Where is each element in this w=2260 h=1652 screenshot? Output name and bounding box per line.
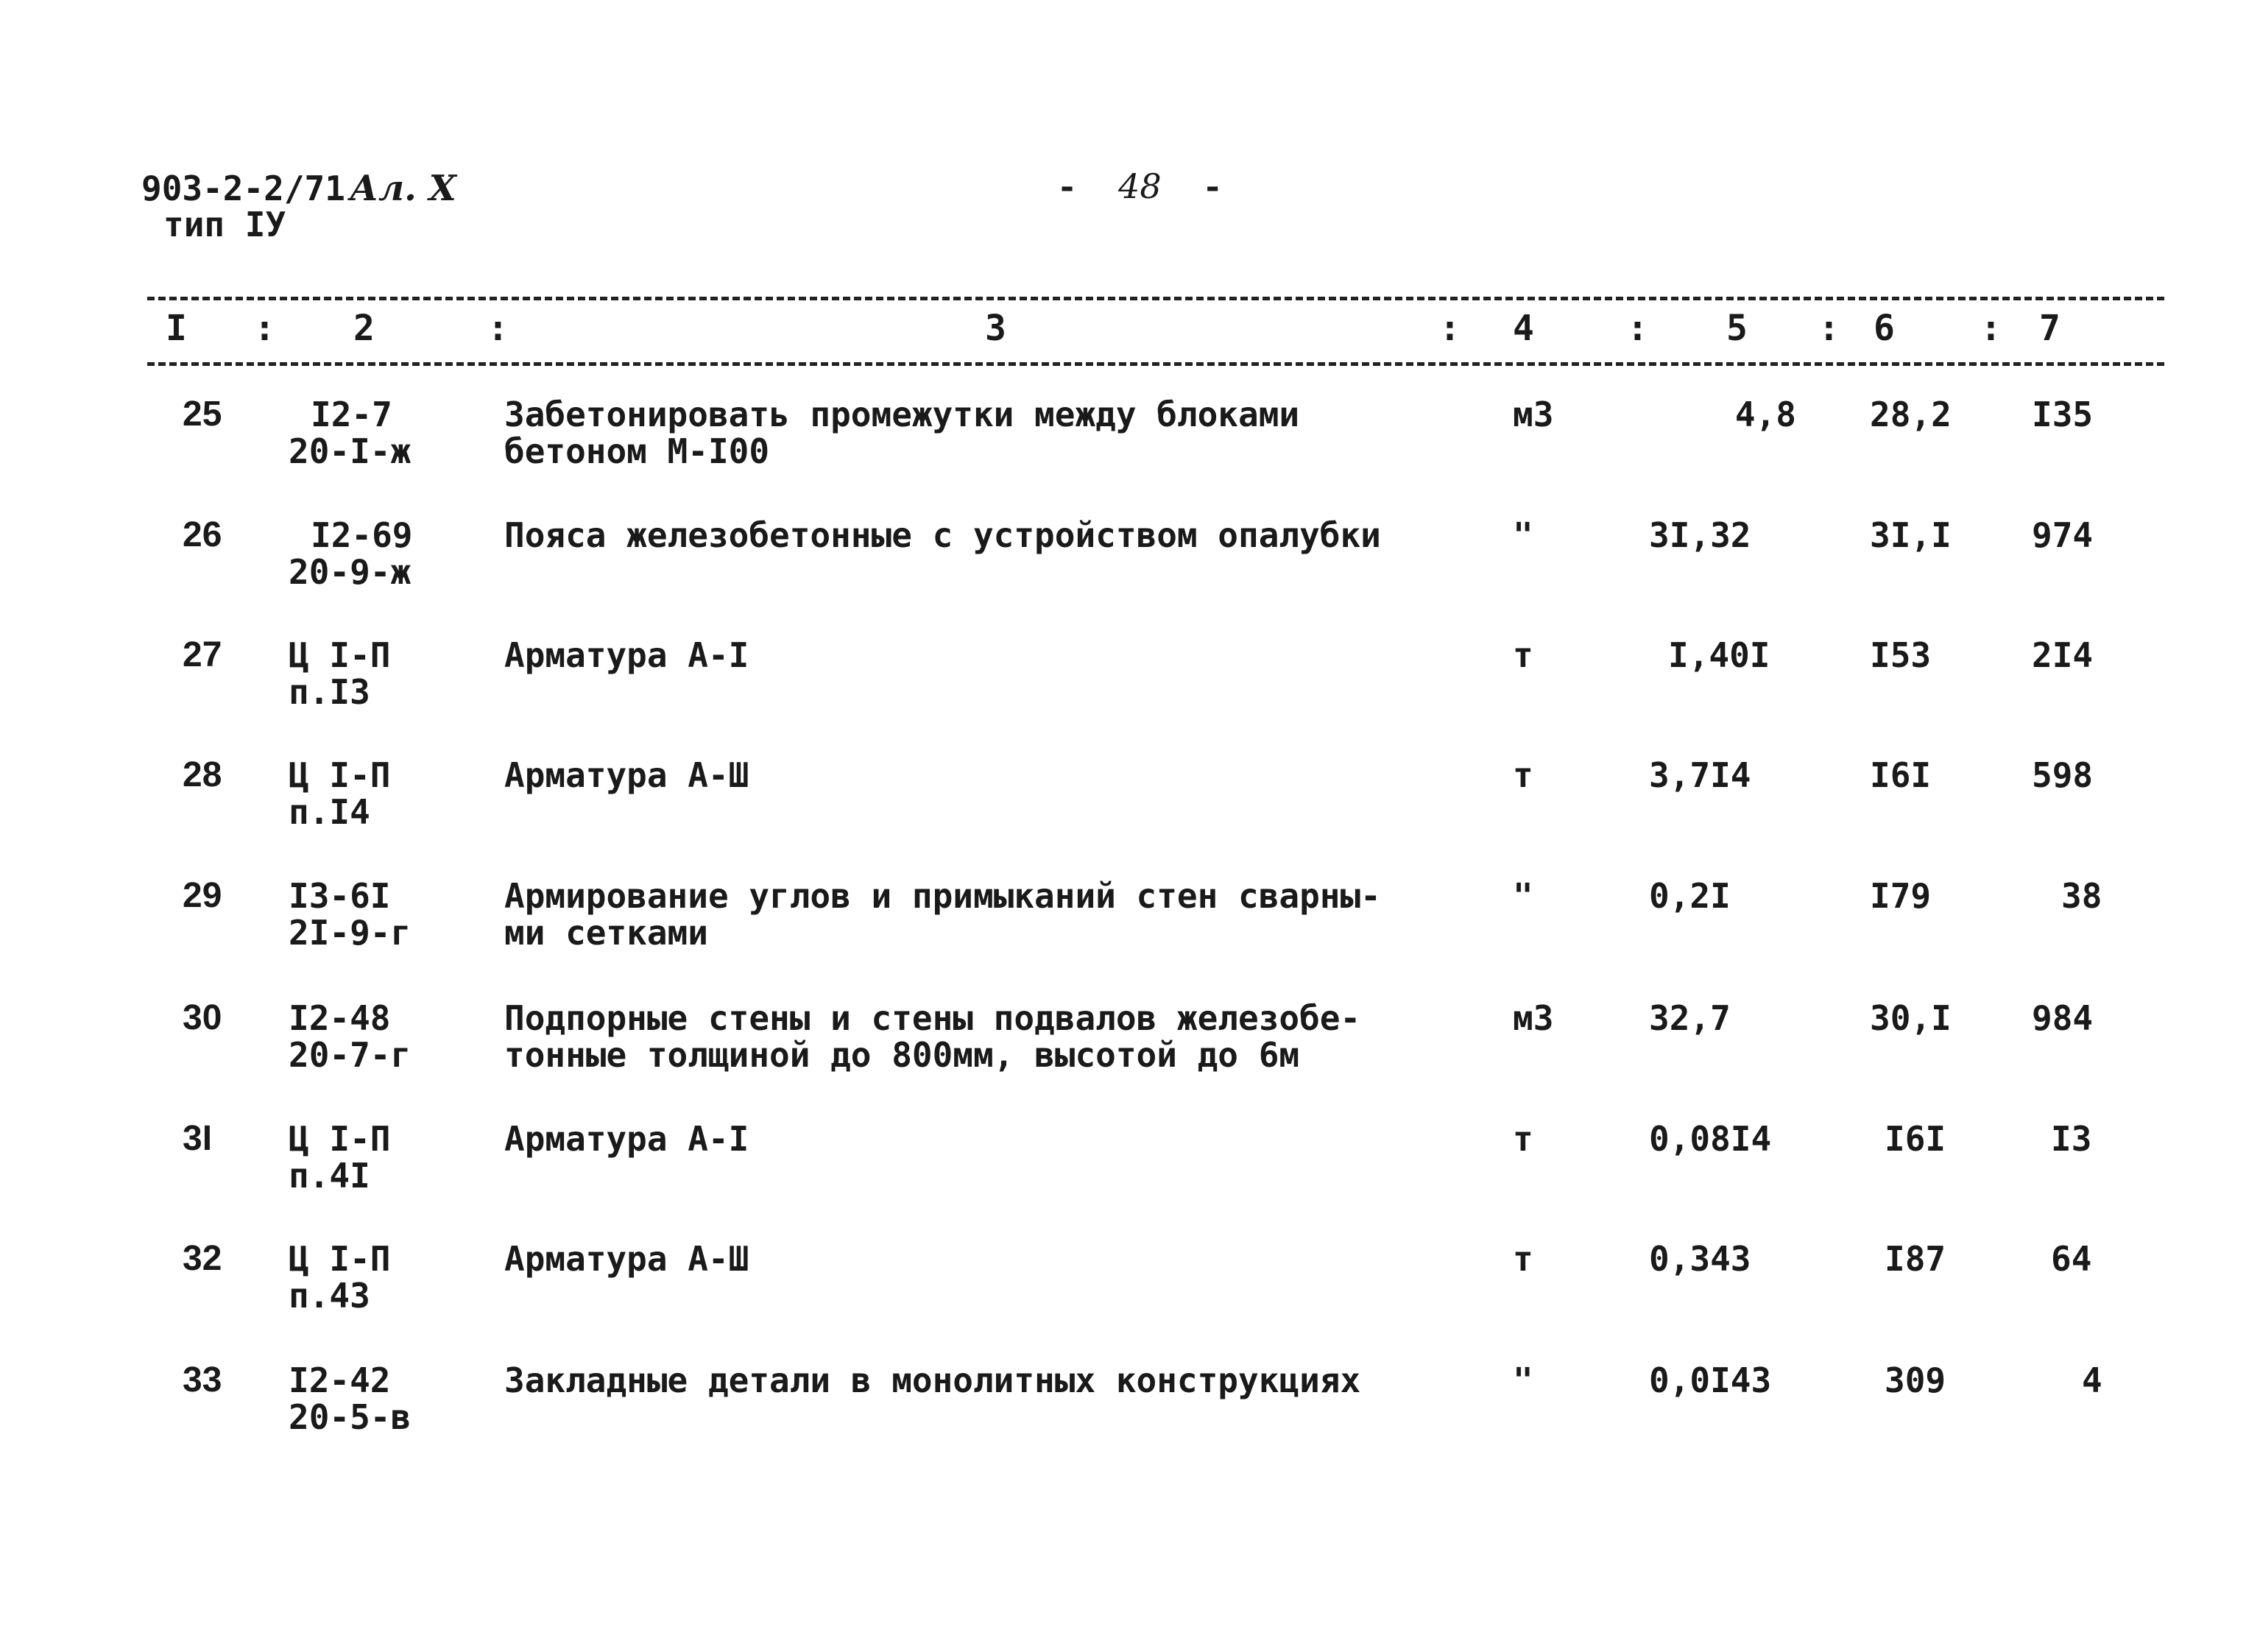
reference-line: п.I3: [289, 672, 370, 712]
header-col-3: 3: [985, 308, 1006, 349]
row-total: 64: [2051, 1239, 2092, 1279]
row-unit: т: [1513, 1119, 1533, 1159]
row-total: 38: [2061, 876, 2102, 916]
row-unit-price: I6I: [1870, 755, 1932, 795]
row-reference: [289, 517, 412, 590]
row-number: 27: [183, 635, 222, 674]
row-total: 2I4: [2032, 635, 2094, 675]
row-number: 25: [183, 395, 222, 434]
row-number: 29: [183, 876, 222, 915]
row-description: [504, 1000, 1469, 1073]
description-line: Забетонировать промежутки между блоками: [504, 395, 1300, 434]
row-number: 33: [183, 1360, 222, 1399]
row-number: 26: [183, 515, 222, 554]
row-quantity: 4,8: [1734, 395, 1796, 434]
row-number: 28: [183, 755, 222, 794]
page-number-value: 48: [1118, 166, 1162, 206]
header-col-1: I: [166, 308, 187, 349]
row-description: [504, 1362, 1469, 1399]
row-description: [504, 396, 1469, 470]
row-quantity: 3,7I4: [1649, 755, 1751, 795]
header-col-4: 4: [1513, 308, 1534, 349]
row-unit-price: 30,I: [1870, 998, 1952, 1038]
row-number: 3I: [183, 1119, 213, 1158]
reference-line: 20-I-ж: [289, 431, 412, 471]
reference-line: I2-48: [289, 998, 391, 1038]
handwritten-annotation: Ал. X: [349, 168, 456, 209]
row-reference: [289, 1362, 411, 1436]
description-line: тонные толщиной до 800мм, высотой до 6м: [504, 1035, 1300, 1075]
row-description: [504, 517, 1469, 554]
reference-line: Ц I-П: [289, 1239, 391, 1279]
document-code-text: 903-2-2/71: [141, 169, 345, 208]
description-line: Подпорные стены и стены подвалов железобе-: [504, 998, 1361, 1038]
row-reference: [289, 878, 411, 951]
row-unit-price: 309: [1885, 1360, 1946, 1400]
row-total: 974: [2032, 515, 2094, 555]
reference-line: I2-69: [311, 515, 413, 555]
table-top-rule: [147, 297, 2164, 300]
row-quantity: 32,7: [1649, 998, 1731, 1038]
reference-line: Ц I-П: [289, 1119, 391, 1159]
reference-line: 20-7-г: [289, 1035, 412, 1075]
row-description: [504, 1240, 1469, 1277]
reference-line: п.4I: [289, 1156, 370, 1196]
row-unit: ": [1513, 515, 1533, 555]
reference-line: п.43: [289, 1276, 370, 1316]
document-code: [141, 168, 456, 209]
row-reference: [289, 1000, 411, 1073]
row-unit: ": [1513, 1360, 1533, 1400]
header-col-7: 7: [2039, 308, 2061, 349]
reference-line: 20-9-ж: [289, 552, 412, 592]
row-description: [504, 878, 1469, 951]
reference-line: 2I-9-г: [289, 913, 412, 953]
row-number: 32: [183, 1239, 222, 1278]
row-unit: м3: [1513, 395, 1554, 434]
row-quantity: 0,343: [1649, 1239, 1751, 1279]
row-unit: т: [1513, 755, 1533, 795]
description-line: Закладные детали в монолитных конструкциях: [504, 1360, 1361, 1400]
row-total: 598: [2032, 755, 2094, 795]
table-header-rule: [147, 362, 2164, 366]
row-quantity: 0,2I: [1649, 876, 1731, 916]
row-quantity: I,40I: [1668, 635, 1770, 675]
header-separator: :: [254, 308, 275, 349]
reference-line: Ц I-П: [289, 635, 391, 675]
header-separator: :: [1980, 308, 2002, 349]
row-unit-price: 28,2: [1870, 395, 1952, 434]
description-line: Арматура А-Ш: [504, 1239, 749, 1279]
reference-line: I3-6I: [289, 876, 391, 916]
row-unit: м3: [1513, 998, 1554, 1038]
description-line: Арматура А-I: [504, 1119, 749, 1159]
row-total: 984: [2032, 998, 2094, 1038]
header-separator: :: [1627, 308, 1648, 349]
header-col-5: 5: [1726, 308, 1748, 349]
header-col-6: 6: [1874, 308, 1895, 349]
row-unit: ": [1513, 876, 1533, 916]
description-line: Арматура А-I: [504, 635, 749, 675]
row-unit: т: [1513, 635, 1533, 675]
row-description: [504, 637, 1469, 674]
row-total: I35: [2032, 395, 2094, 434]
reference-line: I2-7: [311, 395, 392, 434]
row-unit-price: I87: [1885, 1239, 1946, 1279]
table-header: [0, 308, 2260, 352]
row-unit-price: 3I,I: [1870, 515, 1952, 555]
header-separator: :: [1439, 308, 1461, 349]
row-unit-price: I79: [1870, 876, 1932, 916]
reference-line: I2-42: [289, 1360, 391, 1400]
header-separator: :: [487, 308, 509, 349]
row-quantity: 0,0I43: [1649, 1360, 1772, 1400]
reference-line: 20-5-в: [289, 1397, 412, 1437]
row-reference: [289, 1120, 390, 1194]
row-unit-price: I6I: [1885, 1119, 1946, 1159]
description-line: бетоном М-I00: [504, 431, 770, 471]
row-reference: [289, 396, 411, 470]
row-reference: [289, 637, 390, 710]
row-unit-price: I53: [1870, 635, 1932, 675]
document-type: тип IУ: [163, 205, 286, 244]
description-line: Пояса железобетонные с устройством опалубки: [504, 515, 1381, 555]
page-number: [1016, 166, 1264, 206]
dash-left: -: [1060, 166, 1075, 206]
row-number: 30: [183, 998, 222, 1037]
header-separator: :: [1818, 308, 1840, 349]
row-total: I3: [2051, 1119, 2092, 1159]
header-col-2: 2: [353, 308, 375, 349]
row-reference: [289, 1240, 390, 1314]
reference-line: п.I4: [289, 792, 370, 832]
row-description: [504, 1120, 1469, 1157]
row-total: 4: [2082, 1360, 2102, 1400]
row-reference: [289, 757, 390, 830]
description-line: Арматура А-Ш: [504, 755, 749, 795]
description-line: Армирование углов и примыканий стен сварны-: [504, 876, 1381, 916]
description-line: ми сетками: [504, 913, 708, 953]
row-description: [504, 757, 1469, 794]
row-unit: т: [1513, 1239, 1533, 1279]
reference-line: Ц I-П: [289, 755, 391, 795]
dash-right: -: [1205, 166, 1220, 206]
row-quantity: 0,08I4: [1649, 1119, 1772, 1159]
row-quantity: 3I,32: [1649, 515, 1751, 555]
